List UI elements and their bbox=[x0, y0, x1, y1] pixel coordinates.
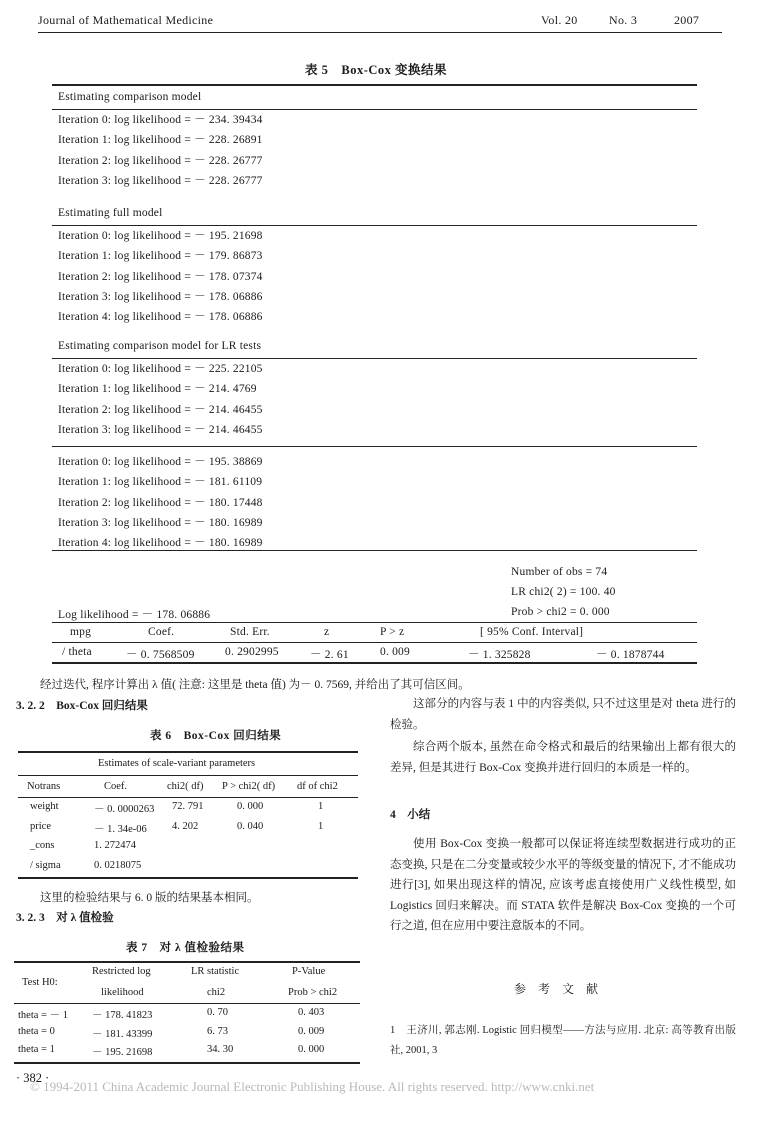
table5-block-rule bbox=[52, 446, 697, 447]
table6-rule-2 bbox=[18, 797, 358, 798]
iteration-line: Iteration 1: log likelihood = － 181. 61109 bbox=[58, 476, 263, 489]
table6-cell: 0. 0218075 bbox=[94, 859, 142, 871]
table7-cell: 0. 403 bbox=[298, 1007, 325, 1018]
table7-col-p-2: Prob > chi2 bbox=[288, 987, 338, 998]
table7-cell: theta = 1 bbox=[18, 1044, 55, 1055]
table6-col-p: P > chi2( df) bbox=[222, 781, 276, 792]
table6-cell: 1 bbox=[318, 801, 324, 812]
iteration-line: Iteration 4: log likelihood = － 178. 06886 bbox=[58, 311, 263, 324]
table5-bottom-rule bbox=[52, 662, 697, 664]
table6-cell: 1. 272474 bbox=[94, 840, 136, 851]
table7-caption: 表 7 对 λ 值检验结果 bbox=[126, 942, 245, 954]
table6-cell: price bbox=[30, 820, 51, 832]
table6-cell: 0. 000 bbox=[237, 801, 264, 812]
table7-cell: － 178. 41823 bbox=[92, 1010, 153, 1021]
table7-col-lr-2: chi2 bbox=[207, 987, 226, 998]
table7-col-lr-1: LR statistic bbox=[191, 966, 240, 977]
table7-top-rule bbox=[14, 961, 360, 963]
table6-bottom-rule bbox=[18, 877, 358, 879]
header-rule bbox=[38, 32, 722, 33]
table5-rule bbox=[52, 550, 697, 551]
iteration-line: Iteration 2: log likelihood = － 180. 17448 bbox=[58, 496, 263, 509]
iteration-line: Iteration 1: log likelihood = － 179. 86873 bbox=[58, 250, 263, 263]
table7-col-rl-2: likelihood bbox=[101, 987, 144, 998]
iteration-line: Iteration 2: log likelihood = － 228. 26777 bbox=[58, 154, 263, 167]
table7-bottom-rule bbox=[14, 1062, 360, 1064]
table6-rule bbox=[18, 775, 358, 776]
iteration-line: Iteration 0: log likelihood = － 195. 38869 bbox=[58, 456, 263, 468]
table6-caption: 表 6 Box-Cox 回归结果 bbox=[150, 730, 282, 742]
table5-row-ci-low: － 1. 325828 bbox=[468, 649, 531, 661]
table5-block-title: Estimating full model bbox=[58, 207, 163, 219]
table6-subtitle: Estimates of scale-variant parameters bbox=[98, 758, 256, 769]
section-3-2-2-heading: 3. 2. 2 Box-Cox 回归结果 bbox=[16, 700, 148, 712]
table5-row-label: / theta bbox=[62, 646, 92, 658]
table7-cell: 0. 000 bbox=[298, 1044, 325, 1055]
table5-row-coef: － 0. 7568509 bbox=[126, 649, 195, 661]
right-paragraph-1: 这部分的内容与表 1 中的内容类似, 只不过这里是对 theta 进行的检验。 bbox=[390, 698, 736, 731]
journal-title: Journal of Mathematical Medicine bbox=[38, 13, 214, 27]
table5-top-rule bbox=[52, 84, 697, 86]
table5-block-title: Estimating comparison model for LR tests bbox=[58, 340, 262, 352]
iteration-line: Iteration 0: log likelihood = － 195. 21698 bbox=[58, 230, 263, 242]
iteration-line: Iteration 4: log likelihood = － 180. 16989 bbox=[58, 537, 263, 550]
table6-col-chi2: chi2( df) bbox=[167, 781, 204, 792]
table6-cell: 72. 791 bbox=[172, 801, 204, 812]
table5-row-p: 0. 009 bbox=[380, 646, 410, 658]
table5-block-rule bbox=[52, 109, 697, 110]
table7-cell: 0. 70 bbox=[207, 1007, 228, 1018]
iteration-line: Iteration 3: log likelihood = － 228. 26777 bbox=[58, 174, 263, 187]
table7-cell: － 195. 21698 bbox=[92, 1047, 153, 1058]
table5-row-z: － 2. 61 bbox=[310, 649, 349, 661]
table5-loglik: Log likelihood = － 178. 06886 bbox=[58, 609, 211, 621]
iteration-line: Iteration 0: log likelihood = － 225. 22105 bbox=[58, 363, 263, 375]
table5-rule-3 bbox=[52, 642, 697, 643]
table5-block-rule bbox=[52, 358, 697, 359]
table6-cell: － 0. 0000263 bbox=[94, 804, 155, 815]
iteration-line: Iteration 0: log likelihood = － 234. 39434 bbox=[58, 114, 263, 126]
table7-cell: 0. 009 bbox=[298, 1025, 325, 1037]
intro-paragraph: 经过迭代, 程序计算出 λ 值( 注意: 这里是 theta 值) 为－ 0. 7569, 并给出了其可信区间。 bbox=[40, 679, 470, 691]
issue: No. 3 bbox=[609, 13, 638, 27]
right-paragraph-2: 综合两个版本, 虽然在命令格式和最后的结果输出上都有很大的差异, 但是其进行 Box-Cox 变换并进行回归的本质是一样的。 bbox=[390, 741, 736, 774]
table6-cell: _cons bbox=[30, 840, 55, 851]
table5-col-coef: Coef. bbox=[148, 626, 175, 638]
table6-col-df: df of chi2 bbox=[297, 781, 338, 792]
references-heading: 参 考 文 献 bbox=[514, 982, 599, 996]
table5-col-ci: [ 95% Conf. Interval] bbox=[480, 626, 584, 638]
table7-cell: theta = － 1 bbox=[18, 1010, 68, 1021]
table5-nobs: Number of obs = 74 bbox=[511, 566, 608, 578]
iteration-line: Iteration 3: log likelihood = － 214. 46455 bbox=[58, 423, 263, 436]
table7-rule bbox=[14, 1003, 360, 1004]
year: 2007 bbox=[674, 13, 700, 27]
section-3-2-3-heading: 3. 2. 3 对 λ 值检验 bbox=[16, 912, 114, 924]
iteration-line: Iteration 1: log likelihood = － 228. 26891 bbox=[58, 134, 263, 147]
table5-lrchi: LR chi2( 2) = 100. 40 bbox=[511, 586, 616, 598]
table6-cell: 4. 202 bbox=[172, 820, 199, 832]
after-table6-text: 这里的检验结果与 6. 0 版的结果基本相同。 bbox=[40, 892, 259, 904]
iteration-line: Iteration 3: log likelihood = － 178. 06886 bbox=[58, 290, 263, 303]
table6-cell: weight bbox=[30, 801, 59, 812]
table5-rule-2 bbox=[52, 622, 697, 623]
table6-cell: / sigma bbox=[30, 859, 61, 871]
table7-cell: － 181. 43399 bbox=[92, 1028, 153, 1040]
table7-cell: 6. 73 bbox=[207, 1025, 228, 1037]
iteration-line: Iteration 2: log likelihood = － 214. 46455 bbox=[58, 403, 263, 416]
iteration-line: Iteration 1: log likelihood = － 214. 4769 bbox=[58, 383, 257, 396]
volume: Vol. 20 bbox=[541, 13, 578, 27]
iteration-line: Iteration 2: log likelihood = － 178. 07374 bbox=[58, 270, 263, 283]
table5-block-title: Estimating comparison model bbox=[58, 91, 202, 103]
reference-1: 1 王济川, 郭志刚. Logistic 回归模型——方法与应用. 北京: 高等教育出版社, 2001, 3 bbox=[390, 1025, 736, 1056]
table5-col-se: Std. Err. bbox=[230, 626, 270, 638]
iteration-line: Iteration 3: log likelihood = － 180. 16989 bbox=[58, 516, 263, 529]
table5-col-mpg: mpg bbox=[70, 626, 92, 638]
table7-col-test: Test H0: bbox=[22, 977, 58, 988]
table6-cell: － 1. 34e-06 bbox=[94, 823, 147, 835]
table5-row-se: 0. 2902995 bbox=[225, 646, 279, 658]
table5-block-rule bbox=[52, 225, 697, 226]
table6-col-coef: Coef. bbox=[104, 781, 128, 792]
page-number: · 382 · bbox=[16, 1071, 50, 1085]
table6-top-rule bbox=[18, 751, 358, 753]
table7-col-p-1: P-Value bbox=[292, 966, 326, 977]
table6-cell: 1 bbox=[318, 820, 324, 832]
table5-col-p: P > z bbox=[380, 626, 405, 638]
table5-col-z: z bbox=[324, 626, 330, 638]
table5-caption: 表 5 Box-Cox 变换结果 bbox=[305, 63, 448, 77]
section-4-heading: 4 小结 bbox=[390, 809, 431, 821]
table7-cell: theta = 0 bbox=[18, 1025, 55, 1037]
table6-col-notrans: Notrans bbox=[27, 781, 61, 792]
copyright-footer: © 1994-2011 China Academic Journal Electronic Publishing House. All rights reserved. http://www.cnki.net bbox=[30, 1079, 595, 1094]
table5-row-ci-high: － 0. 1878744 bbox=[596, 649, 665, 661]
table6-cell: 0. 040 bbox=[237, 820, 264, 832]
table7-cell: 34. 30 bbox=[207, 1044, 234, 1055]
table7-col-rl-1: Restricted log bbox=[92, 966, 151, 977]
table5-prob: Prob > chi2 = 0. 000 bbox=[511, 606, 610, 618]
right-paragraph-3: 使用 Box-Cox 变换一般都可以保证将连续型数据进行成功的正态变换, 只是在二分变量或较少水平的等级变量的情况下, 才不能成功进行[3], 如果出现这样的情况, 应该考虑直接使用广义线性模型, 如 Logistics 回归来解决。而 STATA 软件是解决 Box-Cox 变换的一个可行之道, 但在应用中要注意版本的不同。 bbox=[390, 838, 736, 932]
